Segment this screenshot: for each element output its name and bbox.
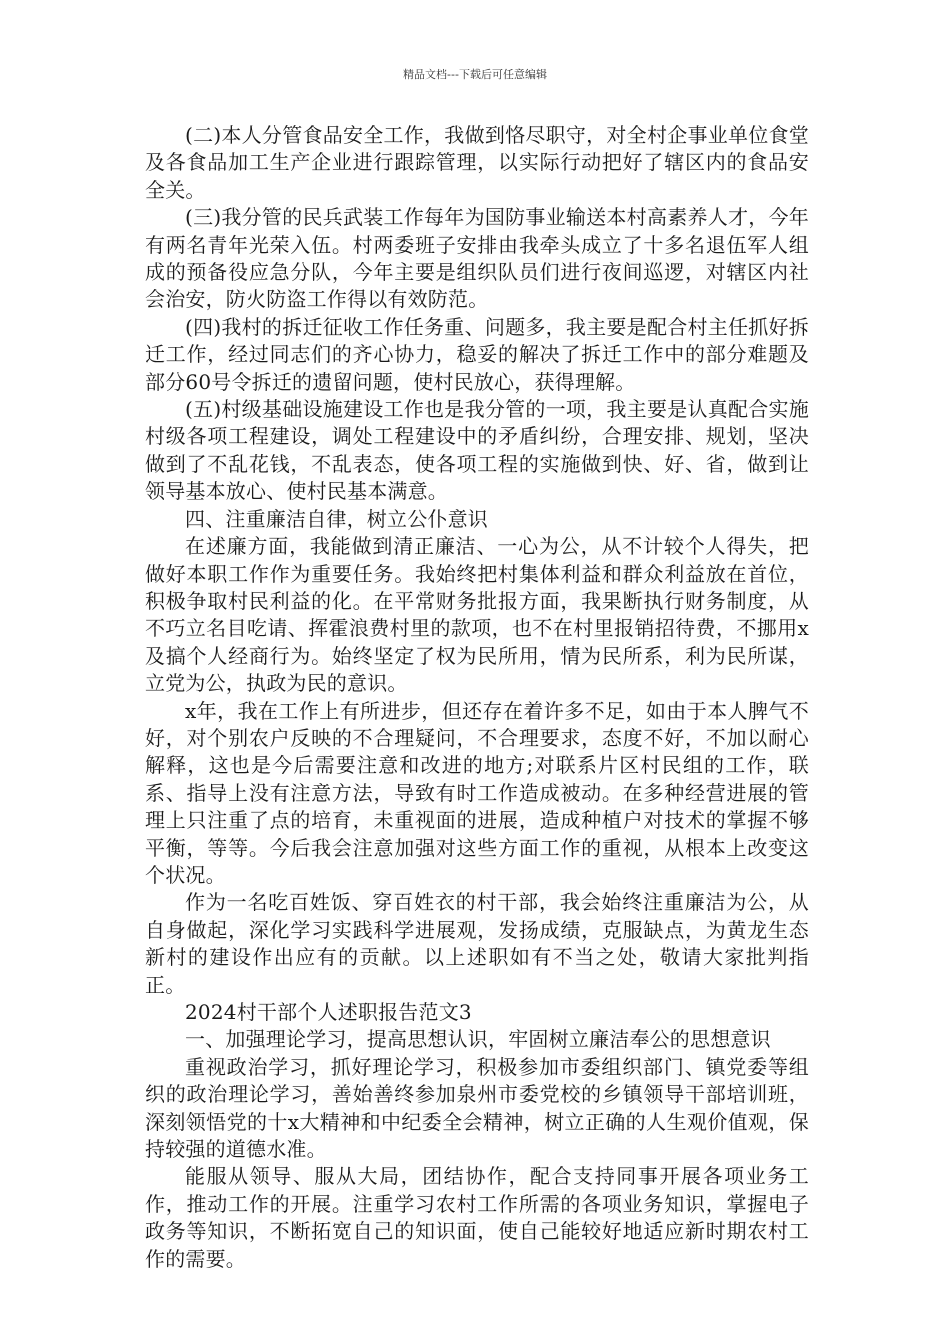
section-heading-theory: 一、加强理论学习，提高思想认识，牢固树立廉洁奉公的思想意识: [185, 1027, 771, 1052]
paragraph-food-safety: (二)本人分管食品安全工作，我做到恪尽职守，对全村企事业单位食堂及各食品加工生产企业进行跟踪管理，以实际行动把好了辖区内的食品安全关。: [145, 123, 809, 202]
paragraph-integrity: 在述廉方面，我能做到清正廉洁、一心为公，从不计较个人得失，把做好本职工作作为重要任务。我始终把村集体利益和群众利益放在首位，积极争取村民利益的化。在平常财务批报方面，我果断执行财务制度，从不巧立名目吃请、挥霍浪费村里的款项，也不在村里报销招待费，不挪用x及搞个人经商行为。始终坚定了权为民所用，情为民所系，利为民所谋，立党为公，执政为民的意识。: [145, 534, 809, 696]
document-body: [145, 122, 809, 1273]
paragraph-infrastructure: (五)村级基础设施建设工作也是我分管的一项，我主要是认真配合实施村级各项工程建设，调处工程建设中的矛盾纠纷，合理安排、规划，坚决做到了不乱花钱，不乱表态，使各项工程的实施做到快、好、省，做到让领导基本放心、使村民基本满意。: [145, 397, 809, 504]
paragraph-shortcomings: x年，我在工作上有所进步，但还存在着许多不足，如由于本人脾气不好，对个别农户反映的不合理疑问，不合理要求，态度不好，不加以耐心解释，这也是今后需要注意和改进的地方;对联系片区村民组的工作，联系、指导上没有注意方法，导致有时工作造成被动。在多种经营进展的管理上只注重了点的培育，未重视面的进展，造成种植户对技术的掌握不够平衡，等等。今后我会注意加强对这些方面工作的重视，从根本上改变这个状况。: [145, 698, 809, 887]
page-header: 精品文档---下载后可任意编辑: [403, 68, 547, 81]
paragraph-political-study: 重视政治学习，抓好理论学习，积极参加市委组织部门、镇党委等组织的政治理论学习，善始善终参加泉州市委党校的乡镇领导干部培训班，深刻领悟党的十x大精神和中纪委全会精神，树立正确的人生观价值观，保持较强的道德水准。: [145, 1054, 809, 1162]
paragraph-conclusion: 作为一名吃百姓饭、穿百姓衣的村干部，我会始终注重廉洁为公，从自身做起，深化学习实践科学进展观，发扬成绩，克服缺点，为黄龙生态新村的建设作出应有的贡献。以上述职如有不当之处，敬请大家批判指正。: [145, 890, 809, 997]
report-title: 2024村干部个人述职报告范文3: [185, 1000, 472, 1024]
section-heading-integrity: 四、注重廉洁自律，树立公仆意识: [185, 506, 488, 531]
paragraph-militia: (三)我分管的民兵武装工作每年为国防事业输送本村高素养人才，今年有两名青年光荣入伍。村两委班子安排由我牵头成立了十多名退伍军人组成的预备役应急分队，今年主要是组织队员们进行夜间巡逻，对辖区内社会治安，防火防盗工作得以有效防范。: [145, 205, 809, 312]
paragraph-teamwork: 能服从领导、服从大局，团结协作，配合支持同事开展各项业务工作，推动工作的开展。注重学习农村工作所需的各项业务知识，掌握电子政务等知识，不断拓宽自己的知识面，使自己能较好地适应新时期农村工作的需要。: [145, 1164, 809, 1271]
paragraph-demolition: (四)我村的拆迁征收工作任务重、问题多，我主要是配合村主任抓好拆迁工作，经过同志们的齐心协力，稳妥的解决了拆迁工作中的部分难题及部分60号令拆迁的遗留问题，使村民放心，获得理解。: [145, 314, 809, 394]
